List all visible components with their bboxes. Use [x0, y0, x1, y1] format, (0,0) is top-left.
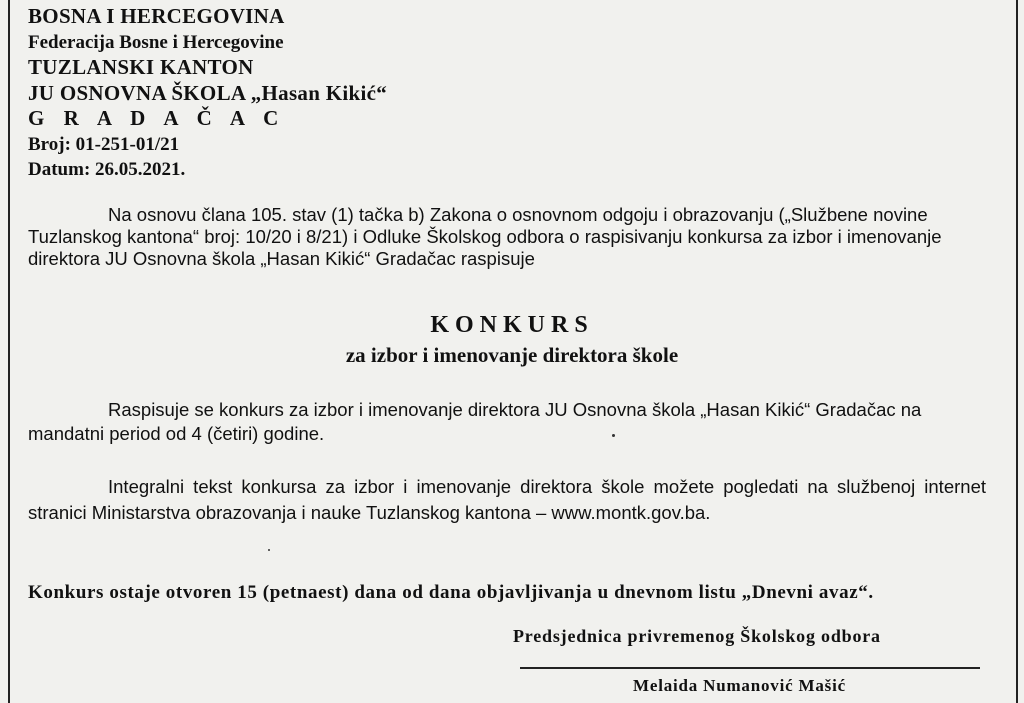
header-number: Broj: 01-251-01/21: [28, 133, 180, 155]
body2-text: Integralni tekst konkursa za izbor i imenovanje direktora škole možete pogledati na službenoj internet stranici Ministarstva obrazovanja i nauke Tuzlanskog kantona – www.montk.gov.ba.: [28, 476, 986, 523]
body1-text: Raspisuje se konkurs za izbor i imenovanje direktora JU Osnovna škola „Hasan Kikić“ Gradačac na mandatni period od 4 (četiri) godine.: [28, 399, 922, 444]
closing-paragraph: Konkurs ostaje otvoren 15 (petnaest) dana od dana objavljivanja u dnevnom listu „Dnevni avaz“.: [28, 582, 874, 603]
document-title: KONKURS: [430, 312, 594, 338]
signature-line: [520, 667, 980, 669]
signature-name: Melaida Numanović Mašić: [633, 676, 846, 695]
document-subtitle: za izbor i imenovanje direktora škole: [345, 343, 679, 367]
body-paragraph-2: [28, 474, 986, 526]
intro-paragraph: [28, 204, 958, 270]
header-country: BOSNA I HERCEGOVINA: [28, 4, 285, 28]
header-entity: Federacija Bosne i Hercegovine: [28, 31, 284, 53]
scan-speck: [612, 434, 615, 437]
header-date: Datum: 26.05.2021.: [28, 159, 186, 180]
intro-text: Na osnovu člana 105. stav (1) tačka b) Zakona o osnovnom odgoju i obrazovanju („Službene novine Tuzlanskog kantona“ broj: 10/20 i 8/21) i Odluke Školskog odbora o raspisivanju konkursa za izbor i imenovanje direktora JU Osnovna škola „Hasan Kikić“ Gradačac raspisuje: [28, 204, 942, 269]
body-paragraph-1: [28, 398, 988, 446]
signature-role: Predsjednica privremenog Školskog odbora: [513, 626, 881, 646]
scan-speck: [268, 549, 270, 551]
header-city: G R A D A Č A C: [28, 106, 286, 130]
header-school: JU OSNOVNA ŠKOLA „Hasan Kikić“: [28, 80, 388, 105]
header-canton: TUZLANSKI KANTON: [28, 55, 254, 79]
document-header: [28, 4, 387, 183]
